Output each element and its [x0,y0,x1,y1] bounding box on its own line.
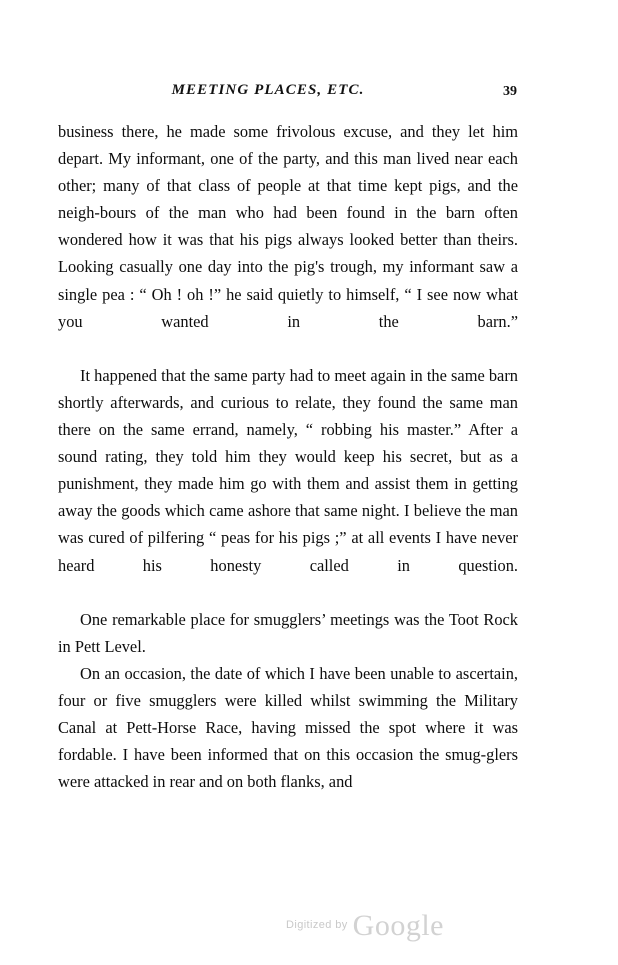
page-number: 39 [503,84,517,99]
watermark-prefix-text: Digitized by [286,919,348,931]
running-head [58,82,517,106]
paragraph: One remarkable place for smugglers’ meetings was the Toot Rock in Pett Level. [58,609,518,656]
paragraph: It happened that the same party had to meet again in the same barn shortly afterwards, and curious to relate, they found the same man there on the same errand, namely, “ robbing his master.” After a sound rating, they told him they would keep his secret, but as a punishment, they made him go with them and assist them in getting away the goods which came ashore that same night. I believe the man was cured of pilfering “ peas for his pigs ;” at all events I have never heard his honesty called in question. [58,365,518,575]
running-head-title: MEETING PLACES, ETC. [171,82,365,98]
body-text-block [58,118,518,795]
paragraph: business there, he made some frivolous excuse, and they let him depart. My informant, one of the party, and this man lived near each other; many of that class of people at that time kept pigs, and the neigh-bours of the man who had been found in the barn often wondered how it was that his pigs always looked better than theirs. Looking casually one day into the pig's trough, my informant saw a single pea : “ Oh ! oh !” he said quietly to himself, “ I see now what you wanted in the barn.” [58,122,518,331]
watermark-brand-text: Google [352,909,444,942]
paragraph: On an occasion, the date of which I have been unable to ascertain, four or five smugglers were killed whilst swimming the Military Canal at Pett-Horse Race, having missed the spot where it was fordable. I have been informed that on this occasion the smug-glers were attacked in rear and on both flanks, and [58,663,518,792]
google-digitized-watermark [0,909,618,943]
